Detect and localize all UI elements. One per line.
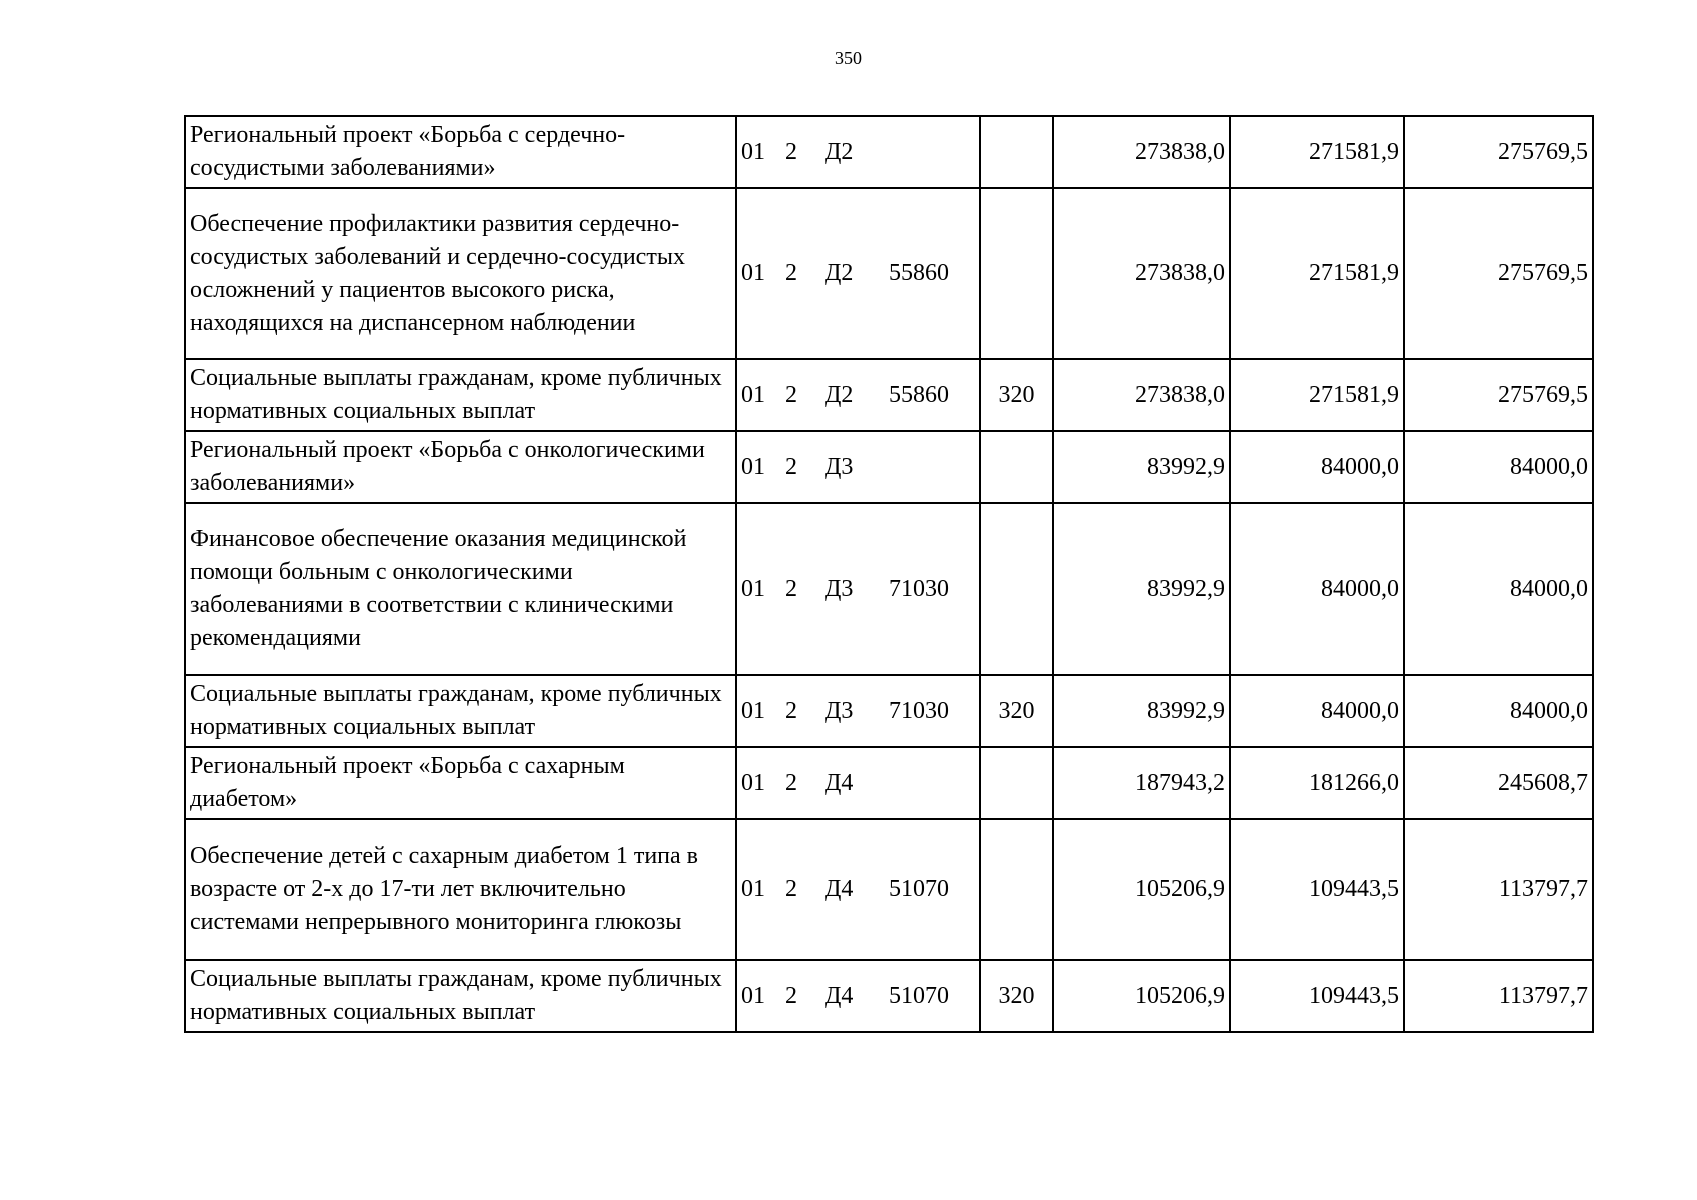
- amount-cell: 84000,0: [1230, 675, 1404, 747]
- table-row: [185, 503, 1593, 675]
- amount-cell: 271581,9: [1230, 116, 1404, 188]
- code-part: 71030: [889, 697, 949, 724]
- row-name: Региональный проект «Борьба с онкологическими заболеваниями»: [185, 431, 736, 503]
- row-name: Социальные выплаты гражданам, кроме публичных нормативных социальных выплат: [185, 960, 736, 1032]
- row-name: Обеспечение профилактики развития сердечно-сосудистых заболеваний и сердечно-сосудистых осложнений у пациентов высокого риска, находящихся на диспансерном наблюдении: [185, 188, 736, 359]
- code-part: 71030: [889, 575, 949, 602]
- code-part: 2: [785, 697, 797, 724]
- program-code: [736, 675, 980, 747]
- code-part: 01: [741, 381, 765, 408]
- code-part: 2: [785, 138, 797, 165]
- code-part: 2: [785, 260, 797, 286]
- code-part: Д2: [825, 138, 854, 165]
- page-number: 350: [835, 48, 862, 68]
- code-part: Д4: [825, 982, 854, 1009]
- amount-cell: 271581,9: [1230, 188, 1404, 359]
- row-name: Социальные выплаты гражданам, кроме публичных нормативных социальных выплат: [185, 359, 736, 431]
- code-part: 01: [741, 769, 765, 796]
- table-row: [185, 747, 1593, 819]
- program-code: [736, 431, 980, 503]
- table-row: [185, 188, 1593, 359]
- program-code: [736, 359, 980, 431]
- table-row: [185, 675, 1593, 747]
- amount-cell: 245608,7: [1404, 747, 1593, 819]
- table-row: [185, 960, 1593, 1032]
- code-part: 01: [741, 453, 765, 480]
- expense-type: 320: [980, 675, 1053, 747]
- amount-cell: 105206,9: [1053, 819, 1230, 960]
- code-part: 51070: [889, 876, 949, 902]
- expense-type: [980, 819, 1053, 960]
- table-row: [185, 431, 1593, 503]
- amount-cell: 275769,5: [1404, 359, 1593, 431]
- code-part: 2: [785, 575, 797, 602]
- amount-cell: 109443,5: [1230, 819, 1404, 960]
- amount-cell: 109443,5: [1230, 960, 1404, 1032]
- table-row: [185, 116, 1593, 188]
- amount-cell: 84000,0: [1230, 503, 1404, 675]
- code-part: 55860: [889, 260, 949, 286]
- program-code: [736, 503, 980, 675]
- row-name: Социальные выплаты гражданам, кроме публичных нормативных социальных выплат: [185, 675, 736, 747]
- amount-cell: 273838,0: [1053, 359, 1230, 431]
- amount-cell: 273838,0: [1053, 116, 1230, 188]
- code-part: Д4: [825, 876, 854, 902]
- code-part: 2: [785, 381, 797, 408]
- code-part: Д3: [825, 697, 854, 724]
- expense-type: [980, 116, 1053, 188]
- code-part: 01: [741, 697, 765, 724]
- code-part: 2: [785, 982, 797, 1009]
- row-name: Региональный проект «Борьба с сердечно-сосудистыми заболеваниями»: [185, 116, 736, 188]
- amount-cell: 83992,9: [1053, 431, 1230, 503]
- row-name: Обеспечение детей с сахарным диабетом 1 типа в возрасте от 2-х до 17-ти лет включительно системами непрерывного мониторинга глюкозы: [185, 819, 736, 960]
- program-code: [736, 188, 980, 359]
- program-code: [736, 960, 980, 1032]
- program-code: [736, 116, 980, 188]
- expense-type: 320: [980, 960, 1053, 1032]
- amount-cell: 275769,5: [1404, 116, 1593, 188]
- code-part: 2: [785, 769, 797, 796]
- program-code: [736, 747, 980, 819]
- amount-cell: 84000,0: [1230, 431, 1404, 503]
- row-name: Региональный проект «Борьба с сахарным диабетом»: [185, 747, 736, 819]
- expense-type: [980, 188, 1053, 359]
- amount-cell: 83992,9: [1053, 675, 1230, 747]
- expense-type: 320: [980, 359, 1053, 431]
- code-part: Д4: [825, 769, 854, 796]
- code-part: Д3: [825, 575, 854, 602]
- amount-cell: 113797,7: [1404, 819, 1593, 960]
- code-part: 55860: [889, 381, 949, 408]
- table-row: [185, 359, 1593, 431]
- amount-cell: 181266,0: [1230, 747, 1404, 819]
- code-part: 01: [741, 982, 765, 1009]
- amount-cell: 271581,9: [1230, 359, 1404, 431]
- amount-cell: 273838,0: [1053, 188, 1230, 359]
- amount-cell: 113797,7: [1404, 960, 1593, 1032]
- amount-cell: 84000,0: [1404, 675, 1593, 747]
- code-part: Д3: [825, 453, 854, 480]
- amount-cell: 187943,2: [1053, 747, 1230, 819]
- amount-cell: 83992,9: [1053, 503, 1230, 675]
- expense-type: [980, 503, 1053, 675]
- program-code: [736, 819, 980, 960]
- table-row: [185, 819, 1593, 960]
- amount-cell: 84000,0: [1404, 503, 1593, 675]
- code-part: 01: [741, 138, 765, 165]
- code-part: 2: [785, 876, 797, 902]
- amount-cell: 275769,5: [1404, 188, 1593, 359]
- code-part: 01: [741, 260, 765, 286]
- expense-type: [980, 431, 1053, 503]
- code-part: 01: [741, 575, 765, 602]
- budget-table: [184, 115, 1594, 1033]
- code-part: 01: [741, 876, 765, 902]
- code-part: Д2: [825, 260, 854, 286]
- code-part: 51070: [889, 982, 949, 1009]
- code-part: 2: [785, 453, 797, 480]
- amount-cell: 105206,9: [1053, 960, 1230, 1032]
- expense-type: [980, 747, 1053, 819]
- row-name: Финансовое обеспечение оказания медицинской помощи больным с онкологическими заболеваниями в соответствии с клиническими рекомендациями: [185, 503, 736, 675]
- amount-cell: 84000,0: [1404, 431, 1593, 503]
- code-part: Д2: [825, 381, 854, 408]
